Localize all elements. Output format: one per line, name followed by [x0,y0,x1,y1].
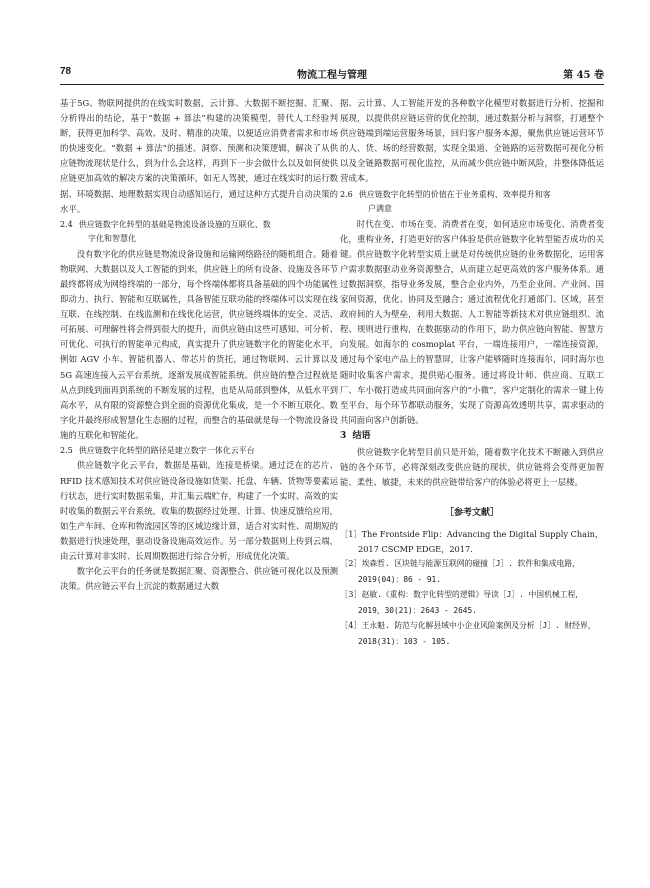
journal-name: 物流工程与管理 [297,70,367,81]
reference-item [340,556,604,587]
section-number: 3 [340,430,347,441]
section-heading-2-6 [340,188,604,217]
reference-item [340,587,604,618]
section-heading-2-4 [60,218,338,247]
section-title-continued: 字化和智慧化 [88,234,136,244]
reference-text: 埃森哲. 区块链与能源互联网的碰撞［J］. 软件和集成电路，2019(04)：86 - 91. [358,559,580,584]
reference-number: ［2］ [340,558,362,569]
section-number: 2.5 [60,445,73,455]
page-header [60,66,604,82]
paragraph: 数字化云平台的任务就是数据汇聚、资源整合、供应链可视化以及预测决策。供应链云平台上沉淀的数据通过大数 [60,566,338,592]
paragraph: 供应链数字化云平台，数据是基础，连接是桥梁。通过泛在的芯片、RFID 技术感知技术对供应链设备设施如货架、托盘、车辆、货物等要素运行状态，进行实时数据采集，并汇集云端贮存，构建了一个实时、高效的实时收集的数据云平台系统，收集的数据经过处理、计算、快速反馈给应用，如生产车间、仓库和物流园区等的区域边缘计算，适合对实时性、周期短的数据进行快速处理，驱动设备设施高效运作。另一部分数据则上传到云端，由云计算对非实时、长周期数据进行综合分析，形成优化决策。 [60,460,338,562]
right-column [340,96,604,649]
section-number: 2.4 [60,219,73,229]
reference-number: ［4］ [340,620,362,631]
reference-text: 王永魁. 防范与化解县域中小企业风险案例及分析［J］. 财经界，2018(31)：103 - 105. [358,621,596,646]
reference-text: The Frontside Flip：Advancing the Digital Supply Chain，2017 CSCMP EDGE，2017. [358,529,604,554]
section-title: 供应链数字化转型的价值在于业务重构、效率提升和客 [358,189,551,199]
section-title-continued: 户满意 [368,204,392,214]
paragraph: 供应链数字化转型目前只是开始，随着数字化技术不断融入到供应链的各个环节，必将深刻改变供应链的现状，供应链将会变得更加智能、柔性、敏捷，未来的供应链带给客户的体验必将更上一层楼。 [340,446,604,488]
reference-item [340,618,604,649]
reference-item [340,527,604,556]
reference-number: ［1］ [340,529,362,540]
header-rule [60,84,604,85]
references-title: ［参考文献］ [444,508,499,519]
section-number: 2.6 [340,189,353,199]
section-title: 供应链数字化转型的基础是物流设备设施的互联化、数 [78,219,271,229]
section-heading-3 [340,429,604,444]
reference-number: ［3］ [340,589,362,600]
section-heading-2-5 [60,444,338,459]
paragraph: 基于5G、物联网提供的在线实时数据，云计算、大数据不断挖掘、汇聚、分析得出的结论，基于“数据 + 算法”构建的决策模型，替代人工经验判断，获得更加科学、高效、及时、精准的决策，以便适应消费者需求和市场的快速变化。“数据 + 算法”的描述、洞察、预测和决策逻辑，解决了从供应链物流现状是什么，到为什么会这样，再到下一步会做什么以及如何使供应链更加高效的解决方案的决策循环，如无人驾驶，通过在线实时的运行数据、环境数据、地理数据实现自动感知运行，通过这种方式提升自动决策的水平。 [60,98,338,214]
volume-label: 第 45 卷 [563,70,604,81]
paragraph: 没有数字化的供应链是物流设备设施和运输网络路径的随机组合。随着物联网、大数据以及人工智能的到来，供应链上的所有设备、设施及各环节最终都将成为网络终端的一部分，每个终端体都将具备基础的四个功能属性即动力、执行、智能和互联属性，具备智能互联功能的终端体可以实现在线互联、在线控制、在线监测和在线优化运营，供应链终端体的安全、灵活、可拓展、可理解性将会得到很大的提升，而供应链由这些可感知、可分析、可优化、可执行的智能单元构成，真实提升了供应链数字化的智能化水平，例如 AGV 小车、智能机器人、带芯片的货托，通过物联网、云计算以及 5G 高速连接入云平台系统，逐渐发展成智能系统。供应链的整合过程就是从点到线到面再到系统的不断发展的过程，也是从局部到整体，从低水平到高水平，从有限的资源整合到全面的资源优化集成，是一个不断互联化、数字化并最终形成智慧化生态圈的过程，而整合的基础就是每一个物流设备设施的互联化和智能化。 [60,248,338,440]
paragraph: 时代在变、市场在变、消费者在变，如何适应市场变化、消费者变化，重构业务，打造更好的客户体验是供应链数字化转型能否成功的关键。供应链数字化转型实质上就是对传统供应链的业务数据化，运用客户需求数据驱动业务资源整合，从而建立起更高效的客户服务体系。通过数据洞察，指导业务发展，整合企业内外，乃至企业间、产业间、国家间资源，优化、协同及至融合；通过流程优化打通部门、区域，甚至政府间的人为壁垒，利用大数据、人工智能等新技术对供应链组织、流程、规则进行重构，在数据驱动的作用下，助力供应链向智能、智慧方向发展。如海尔的 cosmoplat 平台，一端连接用户，一端连接资源，通过每个家电产品上的智慧屏，让客户能够随时连接海尔，同时海尔也随时收集客户需求，提供贴心服务。通过将设计师、供应商、互联工厂、车小微打造成共同面向客户的“小微”，客户定制化的需求一键上传至平台，每个环节都联动服务，实现了资源高效透明共享，需求驱动的共同面向客户创新链。 [340,218,604,425]
reference-text: 赵敏.《重构：数字化转型的逻辑》导读［J］. 中国机械工程，2019，30(21)：2643 - 2645. [358,590,584,615]
paragraph: 据、云计算、人工智能开发的各种数字化模型对数据进行分析、挖掘和展现，以提供供应链运营的优化控制，通过数据分析与洞察，打通整个供应链端到端运营服务场景，回归客户服务本源，聚焦供应链运营环节的人、货、场的经营数据，实现全渠道、全链路的运营数据可视化分析以及全链路数据可视化监控，从而减少供应链中断风险，并整体降低运营成本。 [340,98,604,184]
section-title: 结语 [352,430,371,441]
section-title: 供应链数字化转型的路径是建立数字一体化云平台 [78,445,255,455]
left-column [60,96,338,594]
page-number: 78 [60,66,72,77]
